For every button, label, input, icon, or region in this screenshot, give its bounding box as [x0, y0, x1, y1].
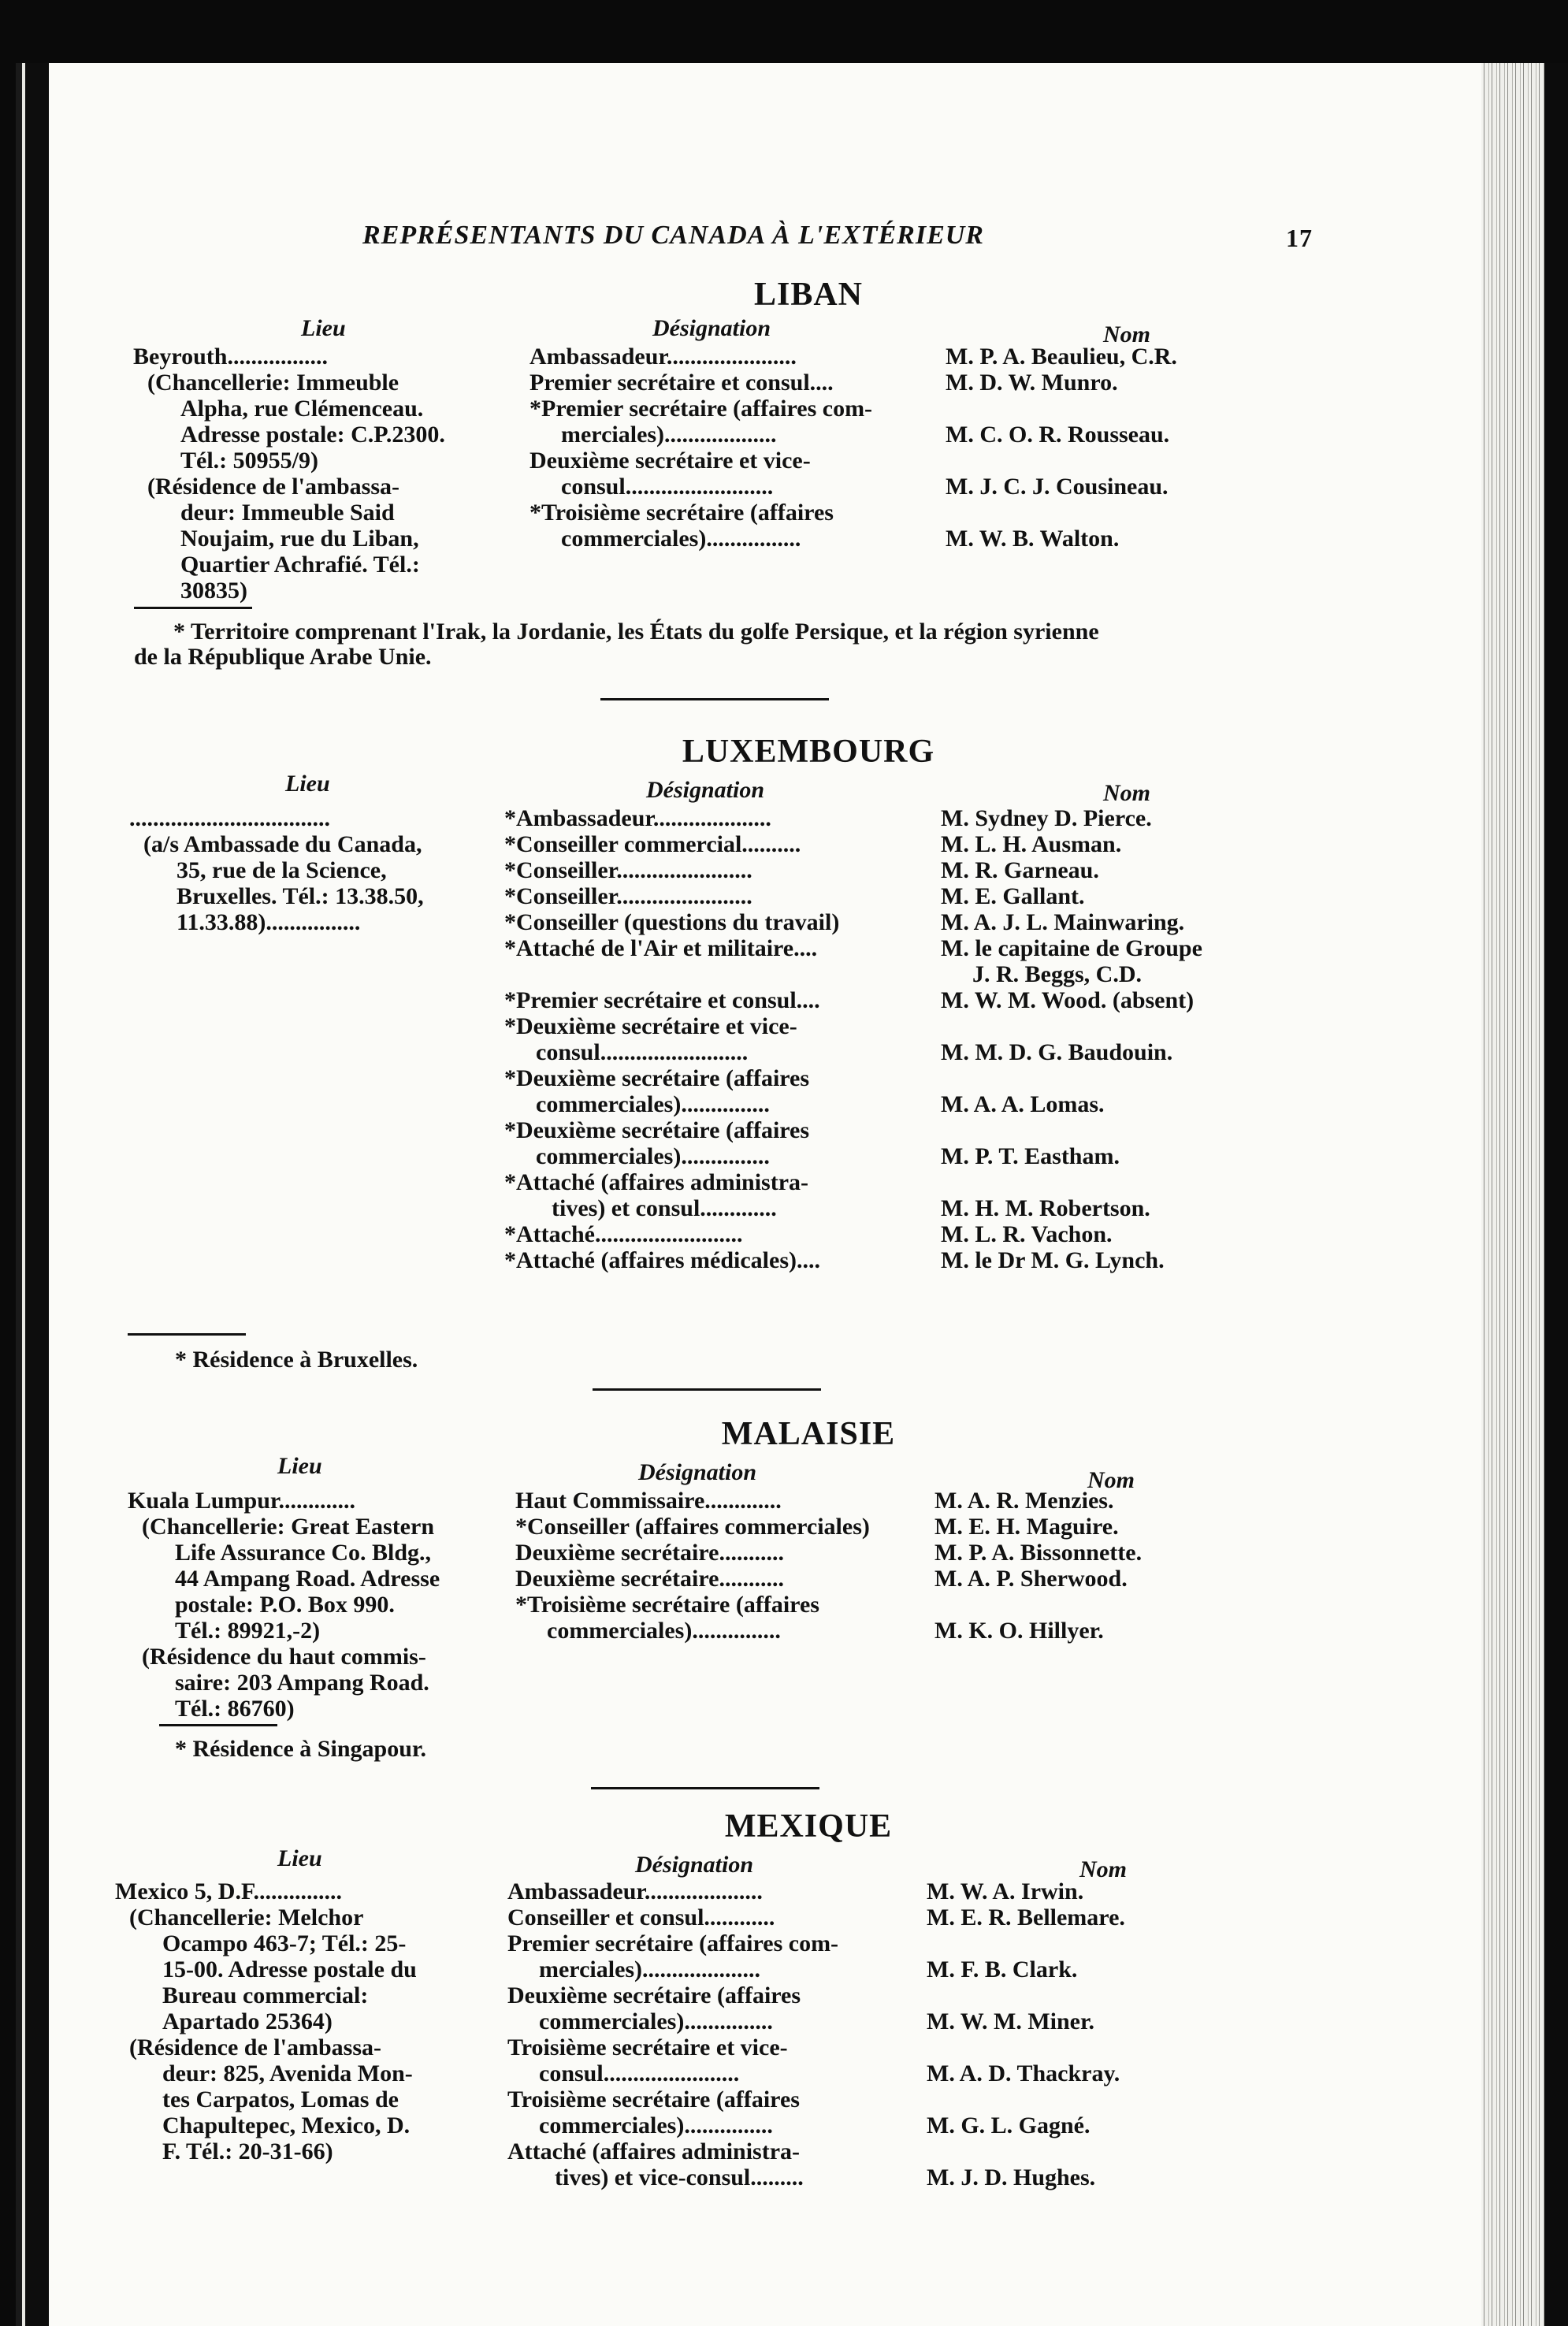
nom-line: M. G. L. Gagné. [927, 2112, 1091, 2138]
nom-line: M. le capitaine de Groupe [941, 935, 1202, 961]
designation-line: *Troisième secrétaire (affaires [515, 1592, 819, 1618]
lieu-line: (Résidence du haut commis- [142, 1644, 426, 1670]
nom-column [941, 805, 1382, 1273]
lieu-line: (Chancellerie: Immeuble [147, 370, 399, 396]
lieu-line: Quartier Achrafié. Tél.: [180, 552, 420, 578]
footnote [175, 1347, 884, 1373]
designation-line: Premier secrétaire (affaires com- [507, 1930, 839, 1956]
nom-line: M. A. P. Sherwood. [934, 1566, 1128, 1592]
lieu-line: Life Assurance Co. Bldg., [175, 1540, 432, 1566]
nom-line: M. W. M. Miner. [927, 2008, 1095, 2034]
lieu-line: Kuala Lumpur............. [128, 1488, 355, 1514]
designation-line: Attaché (affaires administra- [507, 2138, 801, 2164]
column-header-nom: Nom [1079, 1856, 1127, 1882]
section-divider [600, 698, 829, 700]
column-header-lieu: Lieu [277, 1453, 322, 1479]
nom-line: M. P. A. Bissonnette. [934, 1540, 1143, 1566]
running-header [49, 221, 1497, 260]
section-title: MALAISIE [721, 1416, 896, 1452]
designation-line: commerciales)............... [536, 1091, 770, 1117]
designation-column [507, 1878, 949, 2190]
nom-line: M. D. W. Munro. [946, 370, 1118, 396]
lieu-line: 44 Ampang Road. Adresse [175, 1566, 440, 1592]
nom-line: M. L. R. Vachon. [941, 1221, 1113, 1247]
nom-line: M. F. B. Clark. [927, 1956, 1078, 1982]
designation-line: *Attaché (affaires médicales).... [504, 1247, 820, 1273]
designation-line: *Ambassadeur.................... [504, 805, 771, 831]
nom-line: M. W. A. Irwin. [927, 1878, 1084, 1904]
nom-line: M. J. D. Hughes. [927, 2164, 1096, 2190]
section-title: LUXEMBOURG [682, 734, 935, 770]
lieu-line: (Résidence de l'ambassa- [147, 474, 399, 500]
designation-line: Premier secrétaire et consul.... [529, 370, 834, 396]
lieu-line: Bruxelles. Tél.: 13.38.50, [176, 883, 424, 909]
nom-line: M. A. D. Thackray. [927, 2060, 1120, 2086]
footnote-rule [134, 607, 252, 609]
nom-line: M. M. D. G. Baudouin. [941, 1039, 1173, 1065]
nom-line: M. A. A. Lomas. [941, 1091, 1105, 1117]
nom-line [941, 1013, 1382, 1039]
lieu-line: Tél.: 50955/9) [180, 448, 318, 474]
lieu-column [128, 1488, 545, 1722]
column-header-lieu: Lieu [277, 1845, 322, 1871]
designation-line: consul......................... [536, 1039, 749, 1065]
designation-line: *Premier secrétaire et consul.... [504, 987, 820, 1013]
page-number: 17 [1286, 224, 1313, 252]
nom-line [934, 1592, 1376, 1618]
designation-line: *Conseiller....................... [504, 883, 752, 909]
designation-line: *Conseiller commercial.......... [504, 831, 801, 857]
nom-column [946, 344, 1387, 552]
nom-line: M. A. J. L. Mainwaring. [941, 909, 1185, 935]
designation-column [504, 805, 961, 1273]
lieu-line: (Résidence de l'ambassa- [129, 2034, 381, 2060]
running-title: REPRÉSENTANTS DU CANADA À L'EXTÉRIEUR [362, 221, 984, 250]
nom-line: M. H. M. Robertson. [941, 1195, 1150, 1221]
designation-line: Deuxième secrétaire........... [515, 1566, 784, 1592]
section-title: MEXIQUE [724, 1808, 893, 1845]
designation-line: Deuxième secrétaire et vice- [529, 448, 811, 474]
designation-line: commerciales)............... [539, 2008, 773, 2034]
column-header-designation: Désignation [638, 1459, 757, 1485]
nom-line: M. J. C. J. Cousineau. [946, 474, 1169, 500]
lieu-line: Noujaim, rue du Liban, [180, 526, 419, 552]
lieu-line: Apartado 25364) [162, 2008, 333, 2034]
lieu-line: F. Tél.: 20-31-66) [162, 2138, 333, 2164]
lieu-line: Beyrouth................. [133, 344, 328, 370]
designation-line: *Premier secrétaire (affaires com- [529, 396, 873, 422]
designation-line: *Attaché (affaires administra- [504, 1169, 809, 1195]
footnote-line: * Résidence à Bruxelles. [175, 1347, 418, 1373]
section-title: LIBAN [753, 277, 864, 313]
lieu-line: tes Carpatos, Lomas de [162, 2086, 399, 2112]
footnote-line: de la République Arabe Unie. [134, 644, 432, 670]
designation-line: Deuxième secrétaire (affaires [507, 1982, 801, 2008]
lieu-line: 35, rue de la Science, [176, 857, 387, 883]
lieu-column [115, 1878, 541, 2164]
footnote-rule [128, 1333, 246, 1336]
lieu-column [129, 805, 547, 935]
nom-line [941, 1065, 1382, 1091]
nom-line [927, 2034, 1368, 2060]
lieu-line: Ocampo 463-7; Tél.: 25- [162, 1930, 407, 1956]
designation-line: *Deuxième secrétaire (affaires [504, 1117, 810, 1143]
designation-line: Conseiller et consul............ [507, 1904, 775, 1930]
lieu-line: .................................. [129, 805, 330, 831]
footnote-rule [159, 1724, 277, 1726]
nom-line: J. R. Beggs, C.D. [972, 961, 1142, 987]
footnote [134, 619, 1363, 670]
column-header-nom: Nom [1103, 780, 1150, 806]
column-header-designation: Désignation [646, 777, 765, 803]
designation-line: Troisième secrétaire et vice- [507, 2034, 788, 2060]
nom-line: M. C. O. R. Rousseau. [946, 422, 1170, 448]
nom-line [927, 1930, 1368, 1956]
nom-line [927, 1982, 1368, 2008]
nom-line: M. Sydney D. Pierce. [941, 805, 1152, 831]
nom-column [934, 1488, 1376, 1644]
designation-line: merciales)................... [561, 422, 777, 448]
column-header-nom: Nom [1087, 1467, 1135, 1493]
lieu-line: Bureau commercial: [162, 1982, 369, 2008]
nom-line [927, 2086, 1368, 2112]
lieu-line: (a/s Ambassade du Canada, [143, 831, 422, 857]
lieu-line: 15-00. Adresse postale du [162, 1956, 417, 1982]
nom-line: M. A. R. Menzies. [934, 1488, 1114, 1514]
nom-line: M. L. H. Ausman. [941, 831, 1122, 857]
nom-line: M. E. Gallant. [941, 883, 1085, 909]
document-page [49, 63, 1497, 2326]
designation-line: Haut Commissaire............. [515, 1488, 782, 1514]
designation-line: commerciales)............... [536, 1143, 770, 1169]
nom-line: M. R. Garneau. [941, 857, 1099, 883]
designation-line: Ambassadeur...................... [529, 344, 797, 370]
nom-line: M. W. B. Walton. [946, 526, 1120, 552]
nom-line [946, 396, 1387, 422]
designation-line: Troisième secrétaire (affaires [507, 2086, 800, 2112]
designation-line [504, 961, 961, 987]
designation-line: *Deuxième secrétaire (affaires [504, 1065, 810, 1091]
designation-line: commerciales)............... [539, 2112, 773, 2138]
designation-line: *Conseiller (questions du travail) [504, 909, 840, 935]
column-header-lieu: Lieu [301, 315, 346, 341]
lieu-line: deur: Immeuble Said [180, 500, 395, 526]
column-header-designation: Désignation [652, 315, 771, 341]
lieu-line: deur: 825, Avenida Mon- [162, 2060, 413, 2086]
nom-line [927, 2138, 1368, 2164]
designation-line: consul....................... [539, 2060, 740, 2086]
designation-line: commerciales)................ [561, 526, 801, 552]
designation-line: *Conseiller (affaires commerciales) [515, 1514, 870, 1540]
section-divider [591, 1787, 819, 1789]
nom-line [946, 500, 1387, 526]
designation-line: merciales).................... [539, 1956, 761, 1982]
footnote-line: * Résidence à Singapour. [175, 1736, 426, 1762]
column-header-nom: Nom [1103, 321, 1150, 347]
lieu-line: Mexico 5, D.F............... [115, 1878, 343, 1904]
lieu-column [133, 344, 559, 604]
scan-top-border [0, 0, 1568, 63]
lieu-line: Alpha, rue Clémenceau. [180, 396, 424, 422]
column-header-designation: Désignation [635, 1852, 754, 1878]
column-header-lieu: Lieu [285, 771, 330, 797]
nom-line: M. K. O. Hillyer. [934, 1618, 1104, 1644]
scan-book-spine [0, 63, 49, 2326]
nom-column [927, 1878, 1368, 2190]
designation-line: commerciales)............... [547, 1618, 781, 1644]
section-divider [593, 1388, 821, 1391]
lieu-line: postale: P.O. Box 990. [175, 1592, 395, 1618]
lieu-line: 11.33.88)................ [176, 909, 361, 935]
footnote [175, 1737, 884, 1762]
designation-line: tives) et vice-consul......... [555, 2164, 804, 2190]
designation-line: tives) et consul............. [552, 1195, 777, 1221]
lieu-line: 30835) [180, 578, 247, 604]
designation-line: consul......................... [561, 474, 774, 500]
designation-column [515, 1488, 957, 1644]
designation-line: *Conseiller....................... [504, 857, 752, 883]
footnote-line: * Territoire comprenant l'Irak, la Jordanie, les États du golfe Persique, et la région syrienne [173, 619, 1099, 645]
designation-line: *Attaché......................... [504, 1221, 743, 1247]
lieu-line: Tél.: 89921,-2) [175, 1618, 321, 1644]
nom-line: M. E. R. Bellemare. [927, 1904, 1125, 1930]
lieu-line: (Chancellerie: Great Eastern [142, 1514, 435, 1540]
nom-line: M. E. H. Maguire. [934, 1514, 1119, 1540]
nom-line [946, 448, 1387, 474]
nom-line: M. W. M. Wood. (absent) [941, 987, 1195, 1013]
designation-line: *Attaché de l'Air et militaire.... [504, 935, 818, 961]
scan-page-edges [1481, 63, 1568, 2326]
designation-line: Deuxième secrétaire........... [515, 1540, 784, 1566]
designation-line: *Deuxième secrétaire et vice- [504, 1013, 797, 1039]
designation-line: *Troisième secrétaire (affaires [529, 500, 834, 526]
lieu-line: (Chancellerie: Melchor [129, 1904, 364, 1930]
nom-line [941, 1117, 1382, 1143]
lieu-line: Tél.: 86760) [175, 1696, 295, 1722]
nom-line: M. P. T. Eastham. [941, 1143, 1120, 1169]
nom-line [941, 1169, 1382, 1195]
nom-line: M. le Dr M. G. Lynch. [941, 1247, 1165, 1273]
lieu-line: Chapultepec, Mexico, D. [162, 2112, 411, 2138]
lieu-line: Adresse postale: C.P.2300. [180, 422, 445, 448]
lieu-line: saire: 203 Ampang Road. [175, 1670, 429, 1696]
designation-column [529, 344, 971, 552]
nom-line: M. P. A. Beaulieu, C.R. [946, 344, 1177, 370]
designation-line: Ambassadeur.................... [507, 1878, 763, 1904]
